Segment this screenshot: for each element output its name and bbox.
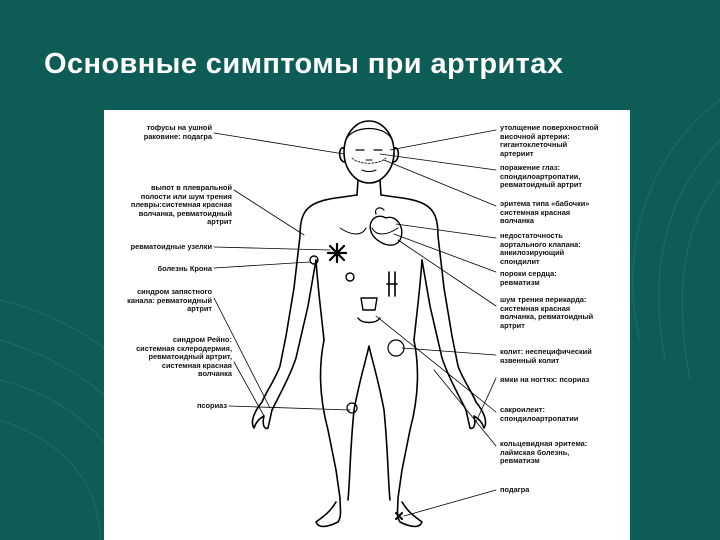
label-butterfly-erythema: эритема типа «бабочки» системная красная волчанка xyxy=(500,199,590,226)
label-crohn-disease: болезнь Крона xyxy=(157,264,212,273)
label-psoriasis: псориаз xyxy=(196,401,227,410)
label-sacroiliitis: сакроилеит: спондилоартропатии xyxy=(500,405,579,423)
label-eye-involvement: поражение глаз: спондилоартропатии, ревматоидный артрит xyxy=(500,163,583,190)
label-aortic-insufficiency: недостаточность аортального клапана: анкилозирующий спондилит xyxy=(500,231,581,266)
label-colitis: колит: неспецифический язвенный колит xyxy=(500,347,592,365)
arthritis-symptoms-diagram xyxy=(104,110,630,540)
head-outline xyxy=(344,121,394,183)
slide-title: Основные симптомы при артритах xyxy=(44,48,564,80)
label-nail-pits: ямки на ногтях: псориаз xyxy=(500,375,590,384)
label-tophi: тофусы на ушной раковине: подагра xyxy=(143,123,212,141)
label-gout: подагра xyxy=(500,485,530,494)
label-erythema-annulare: кольцевидная эритема: лаймская болезнь, ревматизм xyxy=(500,439,588,466)
label-raynaud: синдром Рейно: системная склеродермия, ревматоидный артрит, системная красная волчанка xyxy=(136,335,232,379)
label-pleural-effusion: выпот в плевральной полости или шум трения плевры:системная красная волчанка, ревматоидный артрит xyxy=(130,183,232,227)
label-pericardial-rub: шум трения перикарда: системная красная волчанка, ревматоидный артрит xyxy=(500,295,594,330)
label-heart-defects: пороки сердца: ревматизм xyxy=(500,269,557,287)
label-carpal-tunnel: синдром запястного канала: ревматоидный артрит xyxy=(127,287,212,314)
label-temporal-artery: утолщение поверхностной височной артерии: гигантоклеточный артериит xyxy=(500,123,599,158)
label-rheumatoid-nodules: ревматоидные узелки xyxy=(130,242,212,251)
